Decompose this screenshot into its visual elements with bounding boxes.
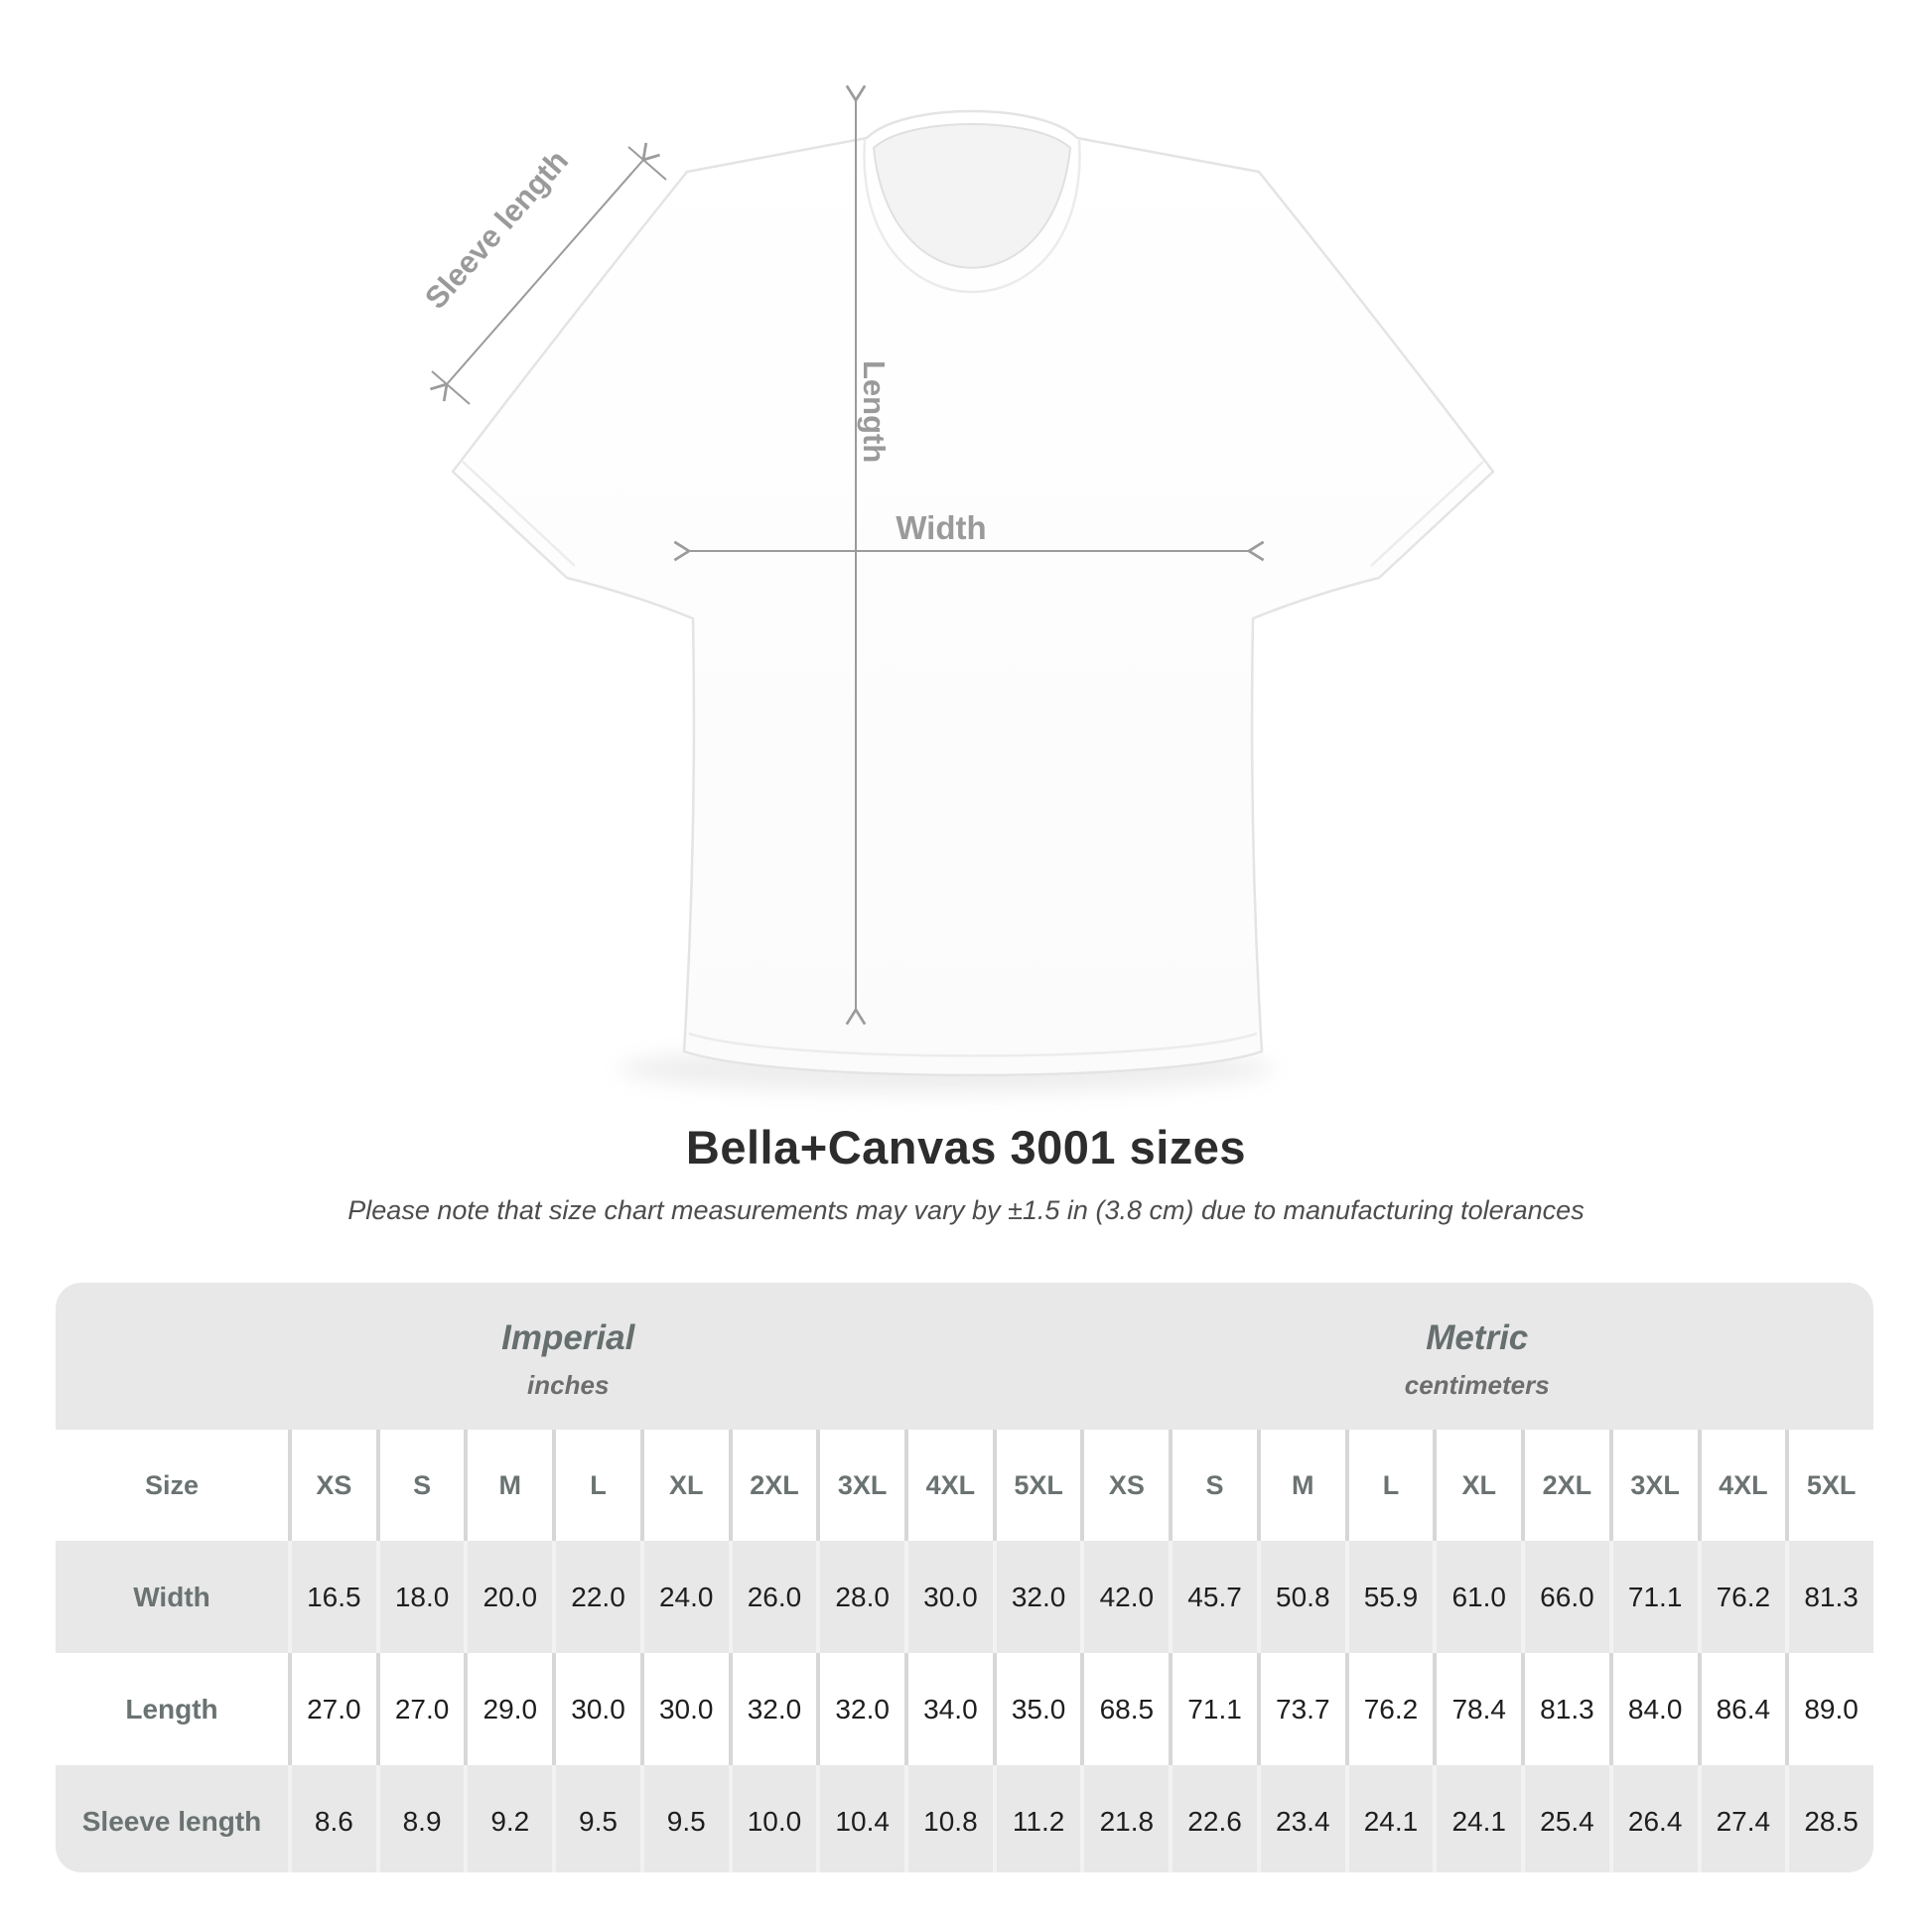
measurement-cell: 30.0 — [904, 1541, 993, 1653]
measurement-cell: 89.0 — [1785, 1653, 1873, 1765]
measurement-cell: 9.5 — [640, 1765, 729, 1872]
size-col-header-s-imperial: S — [376, 1430, 465, 1541]
measurement-cell: 21.8 — [1080, 1765, 1169, 1872]
size-col-header-m-metric: M — [1257, 1430, 1345, 1541]
size-col-header-4xl-metric: 4XL — [1698, 1430, 1786, 1541]
measurement-cell: 81.3 — [1521, 1653, 1609, 1765]
size-table-body — [56, 1541, 1873, 1872]
measurement-cell: 73.7 — [1257, 1653, 1345, 1765]
page-title: Bella+Canvas 3001 sizes — [685, 1121, 1247, 1173]
measurement-cell: 9.5 — [552, 1765, 640, 1872]
tolerance-note: Please note that size chart measurements may vary by ±1.5 in (3.8 cm) due to manufacturing tolerances — [347, 1195, 1585, 1225]
size-col-header-5xl-imperial: 5XL — [993, 1430, 1081, 1541]
size-col-header-l-imperial: L — [552, 1430, 640, 1541]
measurement-cell: 24.1 — [1433, 1765, 1521, 1872]
measurement-cell: 22.6 — [1169, 1765, 1257, 1872]
tshirt-graphic — [453, 111, 1493, 1093]
size-col-header-3xl-metric: 3XL — [1609, 1430, 1698, 1541]
measurement-cell: 9.2 — [464, 1765, 552, 1872]
measurement-cell: 30.0 — [640, 1653, 729, 1765]
row-label: Length — [56, 1653, 288, 1765]
size-col-header-xl-imperial: XL — [640, 1430, 729, 1541]
sleeve-dimension-cap-top — [628, 147, 666, 180]
size-col-header-4xl-imperial: 4XL — [904, 1430, 993, 1541]
measurement-cell: 30.0 — [552, 1653, 640, 1765]
measurement-cell: 25.4 — [1521, 1765, 1609, 1872]
size-table-container — [56, 1283, 1873, 1872]
table-row-sleeve-length — [56, 1765, 1873, 1872]
table-row-length — [56, 1653, 1873, 1765]
row-label: Sleeve length — [56, 1765, 288, 1872]
size-col-header-l-metric: L — [1345, 1430, 1434, 1541]
metric-unit-label: centimeters — [1404, 1369, 1550, 1400]
size-col-header-2xl-imperial: 2XL — [729, 1430, 817, 1541]
measurement-cell: 26.4 — [1609, 1765, 1698, 1872]
size-table — [56, 1283, 1873, 1872]
measurement-cell: 76.2 — [1345, 1653, 1434, 1765]
measurement-cell: 10.8 — [904, 1765, 993, 1872]
measurement-cell: 84.0 — [1609, 1653, 1698, 1765]
measurement-cell: 86.4 — [1698, 1653, 1786, 1765]
measurement-cell: 8.6 — [288, 1765, 376, 1872]
measurement-cell: 27.4 — [1698, 1765, 1786, 1872]
width-label: Width — [896, 509, 987, 546]
size-col-header-xl-metric: XL — [1433, 1430, 1521, 1541]
measurement-cell: 81.3 — [1785, 1541, 1873, 1653]
imperial-group-header — [56, 1283, 1080, 1430]
sleeve-length-label: Sleeve length — [418, 143, 576, 316]
imperial-label: Imperial — [501, 1317, 635, 1357]
measurement-cell: 24.0 — [640, 1541, 729, 1653]
imperial-unit-label: inches — [527, 1369, 610, 1400]
measurement-cell: 32.0 — [993, 1541, 1081, 1653]
measurement-cell: 8.9 — [376, 1765, 465, 1872]
size-col-header-xs-metric: XS — [1080, 1430, 1169, 1541]
measurement-cell: 71.1 — [1609, 1541, 1698, 1653]
measurement-cell: 22.0 — [552, 1541, 640, 1653]
measurement-cell: 28.5 — [1785, 1765, 1873, 1872]
measurement-cell: 32.0 — [816, 1653, 904, 1765]
measurement-cell: 24.1 — [1345, 1765, 1434, 1872]
length-label: Length — [857, 360, 892, 464]
size-col-header-m-imperial: M — [464, 1430, 552, 1541]
size-col-header-s-metric: S — [1169, 1430, 1257, 1541]
size-col-header-xs-imperial: XS — [288, 1430, 376, 1541]
measurement-cell: 35.0 — [993, 1653, 1081, 1765]
measurement-cell: 10.0 — [729, 1765, 817, 1872]
measurement-cell: 34.0 — [904, 1653, 993, 1765]
measurement-cell: 16.5 — [288, 1541, 376, 1653]
measurement-cell: 32.0 — [729, 1653, 817, 1765]
measurement-cell: 23.4 — [1257, 1765, 1345, 1872]
size-header-row — [56, 1430, 1873, 1541]
measurement-cell: 50.8 — [1257, 1541, 1345, 1653]
size-col-header-5xl-metric: 5XL — [1785, 1430, 1873, 1541]
size-column-header: Size — [56, 1430, 288, 1541]
measurement-cell: 20.0 — [464, 1541, 552, 1653]
metric-label: Metric — [1426, 1317, 1529, 1357]
measurement-cell: 27.0 — [288, 1653, 376, 1765]
measurement-cell: 68.5 — [1080, 1653, 1169, 1765]
measurement-cell: 76.2 — [1698, 1541, 1786, 1653]
measurement-cell: 55.9 — [1345, 1541, 1434, 1653]
measurement-cell: 27.0 — [376, 1653, 465, 1765]
measurement-cell: 61.0 — [1433, 1541, 1521, 1653]
measurement-cell: 71.1 — [1169, 1653, 1257, 1765]
measurement-cell: 66.0 — [1521, 1541, 1609, 1653]
table-row-width — [56, 1541, 1873, 1653]
measurement-cell: 11.2 — [993, 1765, 1081, 1872]
measurement-cell: 45.7 — [1169, 1541, 1257, 1653]
measurement-cell: 78.4 — [1433, 1653, 1521, 1765]
size-col-header-3xl-imperial: 3XL — [816, 1430, 904, 1541]
size-col-header-2xl-metric: 2XL — [1521, 1430, 1609, 1541]
measurement-cell: 42.0 — [1080, 1541, 1169, 1653]
metric-group-header — [1080, 1283, 1873, 1430]
measurement-cell: 10.4 — [816, 1765, 904, 1872]
unit-group-row — [56, 1283, 1873, 1430]
tshirt-figure — [365, 55, 1572, 1122]
sleeve-dimension-cap-bottom — [432, 371, 470, 404]
measurement-cell: 28.0 — [816, 1541, 904, 1653]
measurement-cell: 26.0 — [729, 1541, 817, 1653]
row-label: Width — [56, 1541, 288, 1653]
measurement-cell: 29.0 — [464, 1653, 552, 1765]
measurement-cell: 18.0 — [376, 1541, 465, 1653]
